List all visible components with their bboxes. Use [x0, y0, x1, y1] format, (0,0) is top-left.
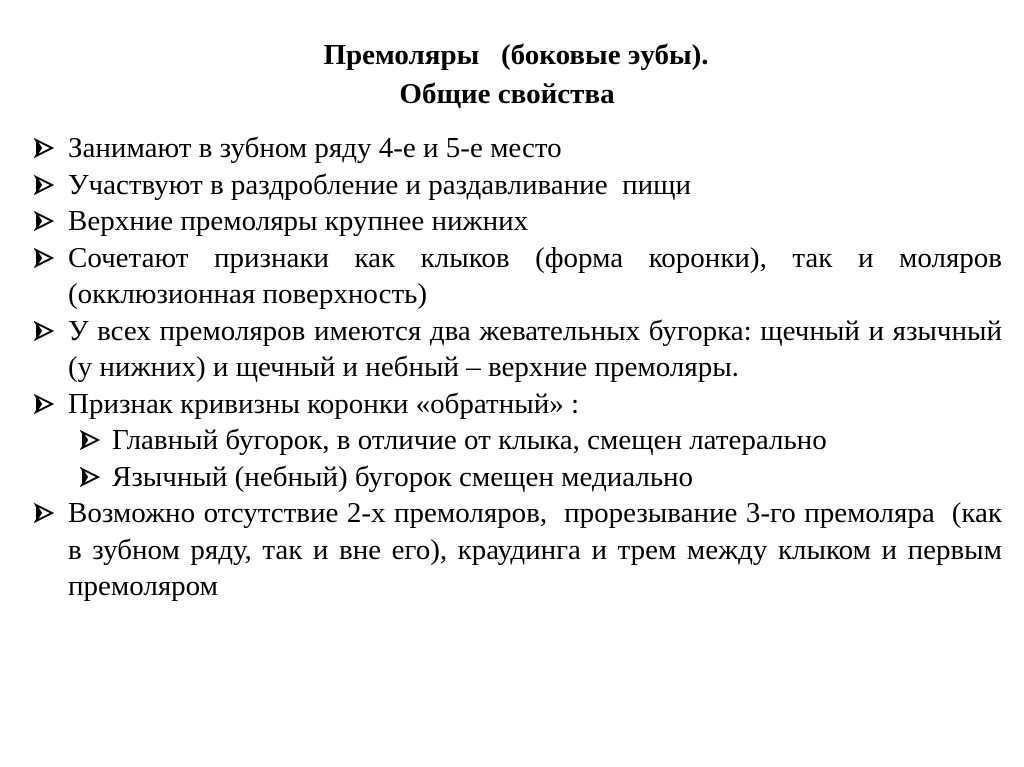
arrow-bullet-icon: [34, 321, 54, 341]
bullet-text: Занимают в зубном ряду 4-е и 5-е место: [68, 132, 562, 164]
title-line-1: Премоляры (боковые эубы).: [323, 39, 709, 71]
bullet-text: Участвуют в раздробление и раздавливание пищи: [68, 168, 691, 201]
bullet-text: Главный бугорок, в отличие от клыка, смещен латерально: [112, 424, 827, 456]
sub-bullet-item: [34, 422, 1002, 459]
bullet-item: [34, 495, 1010, 605]
bullet-item: [34, 386, 1002, 423]
arrow-bullet-icon: [34, 248, 54, 268]
bullet-text: Язычный (небный) бугорок смещен медиально: [112, 460, 694, 493]
arrow-bullet-icon: [80, 467, 100, 487]
arrow-bullet-icon: [80, 430, 100, 450]
slide-title: [0, 36, 1024, 114]
sub-bullet-item: [34, 459, 1002, 496]
bullet-item: [34, 130, 1002, 167]
bullet-text: Возможно отсутствие 2-х премоляров, прорезывание 3-го премоляра (как в зубном ряду, так и вне его), краудинга и трем между клыком и первым премоляром: [68, 497, 1010, 602]
title-line-2: Общие свойства: [399, 78, 615, 110]
bullet-text: У всех премоляров имеются два жевательных бугорка: щечный и язычный (у нижних) и щечный и небный – верхние премоляры.: [68, 314, 1010, 383]
arrow-bullet-icon: [34, 394, 54, 414]
arrow-bullet-icon: [34, 138, 54, 158]
bullet-item: [34, 203, 1002, 240]
bullet-list: [34, 130, 1017, 605]
bullet-item: [34, 167, 1002, 204]
arrow-bullet-icon: [34, 211, 54, 231]
bullet-item: [34, 240, 1017, 313]
bullet-text: Сочетают признаки как клыков (форма коронки), так и моляров (окклюзионная поверхность): [68, 241, 1017, 310]
bullet-text: Признак кривизны коронки «обратный» :: [68, 387, 580, 420]
bullet-item: [34, 313, 1010, 386]
arrow-bullet-icon: [34, 503, 54, 523]
arrow-bullet-icon: [34, 175, 54, 195]
bullet-text: Верхние премоляры крупнее нижних: [68, 205, 529, 237]
